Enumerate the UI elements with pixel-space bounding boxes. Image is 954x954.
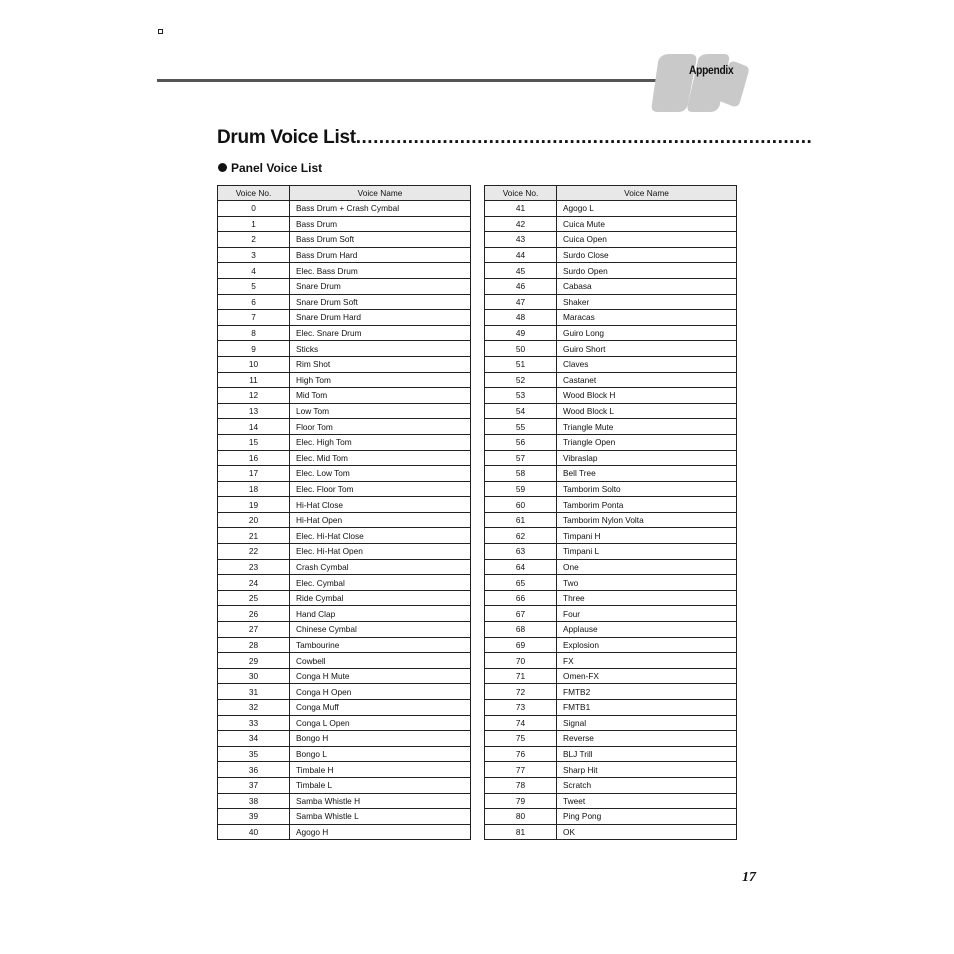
voice-number: 29: [218, 653, 290, 669]
table-row: [485, 731, 737, 747]
table-row: [218, 232, 471, 248]
voice-number: 4: [218, 263, 290, 279]
table-row: [218, 715, 471, 731]
voice-name: Bass Drum: [290, 216, 471, 232]
table-header-row: [485, 186, 737, 201]
table-row: [218, 793, 471, 809]
table-row: [218, 481, 471, 497]
voice-number: 69: [485, 637, 557, 653]
voice-name: Explosion: [557, 637, 737, 653]
voice-number: 15: [218, 434, 290, 450]
title-text: Drum Voice List: [217, 127, 356, 148]
voice-name: Low Tom: [290, 403, 471, 419]
table-row: [485, 341, 737, 357]
voice-number: 44: [485, 247, 557, 263]
table-row: [218, 622, 471, 638]
voice-number: 71: [485, 668, 557, 684]
voice-name: FMTB1: [557, 700, 737, 716]
voice-number: 74: [485, 715, 557, 731]
voice-name: Elec. Bass Drum: [290, 263, 471, 279]
table-row: [485, 622, 737, 638]
voice-name: Hand Clap: [290, 606, 471, 622]
voice-number: 23: [218, 559, 290, 575]
table-row: [485, 216, 737, 232]
voice-name: Sticks: [290, 341, 471, 357]
voice-name: Tambourine: [290, 637, 471, 653]
table-row: [485, 450, 737, 466]
voice-name: Guiro Short: [557, 341, 737, 357]
table-row: [218, 575, 471, 591]
voice-name: Four: [557, 606, 737, 622]
voice-number: 59: [485, 481, 557, 497]
voice-name: Triangle Mute: [557, 419, 737, 435]
voice-number: 50: [485, 341, 557, 357]
table-row: [218, 466, 471, 482]
table-row: [218, 528, 471, 544]
column-header-voice-name: Voice Name: [557, 186, 737, 201]
voice-number: 33: [218, 715, 290, 731]
table-row: [485, 575, 737, 591]
voice-number: 28: [218, 637, 290, 653]
table-row: [218, 637, 471, 653]
voice-number: 9: [218, 341, 290, 357]
table-row: [485, 434, 737, 450]
voice-number: 14: [218, 419, 290, 435]
voice-number: 39: [218, 809, 290, 825]
table-row: [218, 341, 471, 357]
table-row: [485, 762, 737, 778]
table-row: [218, 559, 471, 575]
voice-number: 36: [218, 762, 290, 778]
voice-number: 76: [485, 746, 557, 762]
voice-number: 73: [485, 700, 557, 716]
voice-number: 1: [218, 216, 290, 232]
table-row: [218, 606, 471, 622]
voice-name: Timbale H: [290, 762, 471, 778]
table-row: [485, 201, 737, 217]
page-title: [217, 127, 813, 151]
voice-name: Claves: [557, 356, 737, 372]
voice-number: 24: [218, 575, 290, 591]
voice-number: 46: [485, 278, 557, 294]
voice-number: 75: [485, 731, 557, 747]
table-row: [485, 637, 737, 653]
voice-number: 42: [485, 216, 557, 232]
voice-number: 12: [218, 388, 290, 404]
table-row: [485, 590, 737, 606]
table-row: [485, 746, 737, 762]
voice-name: Signal: [557, 715, 737, 731]
voice-name: Crash Cymbal: [290, 559, 471, 575]
voice-number: 13: [218, 403, 290, 419]
table-row: [485, 278, 737, 294]
table-row: [218, 388, 471, 404]
voice-number: 66: [485, 590, 557, 606]
table-row: [485, 606, 737, 622]
section-heading-text: Panel Voice List: [231, 161, 323, 175]
voice-number: 67: [485, 606, 557, 622]
voice-name: Maracas: [557, 310, 737, 326]
voice-number: 27: [218, 622, 290, 638]
table-row: [218, 746, 471, 762]
voice-number: 52: [485, 372, 557, 388]
table-row: [485, 325, 737, 341]
voice-name: Snare Drum Hard: [290, 310, 471, 326]
voice-name: Omen-FX: [557, 668, 737, 684]
voice-name: Tweet: [557, 793, 737, 809]
voice-name: OK: [557, 824, 737, 840]
voice-number: 65: [485, 575, 557, 591]
voice-name: Conga H Mute: [290, 668, 471, 684]
table-row: [485, 419, 737, 435]
voice-name: FMTB2: [557, 684, 737, 700]
voice-name: Floor Tom: [290, 419, 471, 435]
voice-name: Elec. Floor Tom: [290, 481, 471, 497]
voice-number: 45: [485, 263, 557, 279]
table-row: [485, 403, 737, 419]
voice-name: Chinese Cymbal: [290, 622, 471, 638]
voice-number: 0: [218, 201, 290, 217]
voice-name: Samba Whistle H: [290, 793, 471, 809]
voice-name: Tamborim Nylon Volta: [557, 512, 737, 528]
table-row: [485, 653, 737, 669]
table-row: [218, 497, 471, 513]
voice-name: Elec. Hi-Hat Open: [290, 544, 471, 560]
table-row: [218, 668, 471, 684]
voice-number: 55: [485, 419, 557, 435]
voice-name: Bell Tree: [557, 466, 737, 482]
voice-name: Hi-Hat Open: [290, 512, 471, 528]
voice-number: 34: [218, 731, 290, 747]
table-row: [218, 684, 471, 700]
voice-name: Wood Block H: [557, 388, 737, 404]
table-row: [218, 325, 471, 341]
voice-number: 60: [485, 497, 557, 513]
table-row: [218, 294, 471, 310]
voice-number: 3: [218, 247, 290, 263]
table-row: [218, 777, 471, 793]
table-row: [485, 497, 737, 513]
table-row: [485, 481, 737, 497]
voice-name: Cowbell: [290, 653, 471, 669]
voice-name: Timpani H: [557, 528, 737, 544]
voice-number: 79: [485, 793, 557, 809]
table-row: [218, 419, 471, 435]
table-row: [485, 793, 737, 809]
voice-number: 5: [218, 278, 290, 294]
table-row: [485, 466, 737, 482]
table-row: [485, 684, 737, 700]
table-row: [218, 278, 471, 294]
table-row: [485, 528, 737, 544]
voice-number: 43: [485, 232, 557, 248]
column-header-voice-no: Voice No.: [485, 186, 557, 201]
table-row: [218, 372, 471, 388]
table-row: [485, 809, 737, 825]
table-row: [218, 263, 471, 279]
voice-number: 41: [485, 201, 557, 217]
table-row: [218, 824, 471, 840]
voice-number: 72: [485, 684, 557, 700]
voice-name: Bongo H: [290, 731, 471, 747]
voice-number: 21: [218, 528, 290, 544]
voice-name: Conga H Open: [290, 684, 471, 700]
voice-number: 26: [218, 606, 290, 622]
voice-name: Tamborim Ponta: [557, 497, 737, 513]
table-row: [218, 403, 471, 419]
table-row: [485, 715, 737, 731]
voice-name: Castanet: [557, 372, 737, 388]
voice-table-left: [217, 185, 471, 840]
voice-number: 49: [485, 325, 557, 341]
voice-number: 7: [218, 310, 290, 326]
voice-name: Elec. Snare Drum: [290, 325, 471, 341]
voice-name: Tamborim Solto: [557, 481, 737, 497]
voice-number: 20: [218, 512, 290, 528]
voice-number: 11: [218, 372, 290, 388]
voice-number: 70: [485, 653, 557, 669]
table-row: [218, 216, 471, 232]
table-row: [218, 247, 471, 263]
voice-name: Surdo Close: [557, 247, 737, 263]
voice-number: 77: [485, 762, 557, 778]
voice-number: 62: [485, 528, 557, 544]
voice-number: 10: [218, 356, 290, 372]
voice-table-right: [484, 185, 737, 840]
table-row: [218, 356, 471, 372]
voice-name: Bass Drum + Crash Cymbal: [290, 201, 471, 217]
voice-name: Conga L Open: [290, 715, 471, 731]
voice-name: Elec. Low Tom: [290, 466, 471, 482]
table-row: [485, 310, 737, 326]
voice-number: 53: [485, 388, 557, 404]
voice-number: 16: [218, 450, 290, 466]
table-row: [218, 544, 471, 560]
table-row: [218, 590, 471, 606]
table-row: [218, 762, 471, 778]
voice-number: 78: [485, 777, 557, 793]
title-leader: ...............................................................................: [355, 127, 813, 148]
table-row: [485, 544, 737, 560]
voice-name: Sharp Hit: [557, 762, 737, 778]
voice-number: 38: [218, 793, 290, 809]
voice-number: 18: [218, 481, 290, 497]
voice-number: 48: [485, 310, 557, 326]
bullet-icon: [218, 163, 227, 172]
voice-name: Cuica Open: [557, 232, 737, 248]
table-row: [485, 247, 737, 263]
voice-name: One: [557, 559, 737, 575]
voice-number: 58: [485, 466, 557, 482]
voice-name: Guiro Long: [557, 325, 737, 341]
voice-number: 19: [218, 497, 290, 513]
voice-number: 17: [218, 466, 290, 482]
table-header-row: [218, 186, 471, 201]
voice-name: Elec. High Tom: [290, 434, 471, 450]
voice-name: Snare Drum Soft: [290, 294, 471, 310]
voice-number: 2: [218, 232, 290, 248]
voice-name: Snare Drum: [290, 278, 471, 294]
voice-name: Triangle Open: [557, 434, 737, 450]
voice-name: FX: [557, 653, 737, 669]
voice-number: 63: [485, 544, 557, 560]
voice-name: Cuica Mute: [557, 216, 737, 232]
table-row: [218, 731, 471, 747]
voice-number: 51: [485, 356, 557, 372]
voice-name: Bongo L: [290, 746, 471, 762]
voice-name: Surdo Open: [557, 263, 737, 279]
voice-number: 30: [218, 668, 290, 684]
table-row: [218, 809, 471, 825]
voice-name: Reverse: [557, 731, 737, 747]
column-header-voice-name: Voice Name: [290, 186, 471, 201]
voice-name: Timbale L: [290, 777, 471, 793]
table-row: [218, 201, 471, 217]
voice-name: Rim Shot: [290, 356, 471, 372]
voice-name: High Tom: [290, 372, 471, 388]
voice-name: Ping Pong: [557, 809, 737, 825]
table-row: [485, 294, 737, 310]
voice-number: 40: [218, 824, 290, 840]
table-row: [485, 356, 737, 372]
table-row: [218, 653, 471, 669]
voice-number: 32: [218, 700, 290, 716]
crop-mark: [158, 29, 163, 34]
voice-name: Vibraslap: [557, 450, 737, 466]
voice-number: 81: [485, 824, 557, 840]
header-rule: [157, 79, 677, 82]
voice-number: 47: [485, 294, 557, 310]
appendix-tab-graphic: [650, 52, 750, 114]
voice-name: Two: [557, 575, 737, 591]
voice-number: 22: [218, 544, 290, 560]
voice-name: Hi-Hat Close: [290, 497, 471, 513]
voice-name: Applause: [557, 622, 737, 638]
table-row: [485, 388, 737, 404]
voice-number: 35: [218, 746, 290, 762]
page-number: 17: [742, 870, 756, 885]
voice-name: Bass Drum Hard: [290, 247, 471, 263]
column-header-voice-no: Voice No.: [218, 186, 290, 201]
section-heading: [218, 161, 322, 175]
voice-number: 57: [485, 450, 557, 466]
voice-name: Conga Muff: [290, 700, 471, 716]
voice-name: Elec. Mid Tom: [290, 450, 471, 466]
voice-name: Mid Tom: [290, 388, 471, 404]
voice-name: Timpani L: [557, 544, 737, 560]
voice-number: 68: [485, 622, 557, 638]
section-label: Appendix: [689, 63, 734, 77]
table-row: [485, 824, 737, 840]
voice-number: 37: [218, 777, 290, 793]
voice-name: Shaker: [557, 294, 737, 310]
table-row: [485, 777, 737, 793]
voice-name: Scratch: [557, 777, 737, 793]
voice-name: Elec. Hi-Hat Close: [290, 528, 471, 544]
voice-name: Elec. Cymbal: [290, 575, 471, 591]
voice-number: 64: [485, 559, 557, 575]
voice-number: 61: [485, 512, 557, 528]
voice-name: Wood Block L: [557, 403, 737, 419]
voice-number: 54: [485, 403, 557, 419]
voice-number: 56: [485, 434, 557, 450]
voice-name: Ride Cymbal: [290, 590, 471, 606]
voice-name: Cabasa: [557, 278, 737, 294]
voice-number: 8: [218, 325, 290, 341]
voice-name: Agogo H: [290, 824, 471, 840]
voice-name: Three: [557, 590, 737, 606]
table-row: [485, 372, 737, 388]
table-row: [218, 700, 471, 716]
table-row: [218, 512, 471, 528]
voice-number: 80: [485, 809, 557, 825]
table-row: [485, 700, 737, 716]
voice-name: BLJ Trill: [557, 746, 737, 762]
table-row: [485, 668, 737, 684]
table-row: [485, 232, 737, 248]
voice-name: Agogo L: [557, 201, 737, 217]
table-row: [485, 263, 737, 279]
table-row: [218, 450, 471, 466]
voice-name: Bass Drum Soft: [290, 232, 471, 248]
table-row: [485, 512, 737, 528]
voice-number: 6: [218, 294, 290, 310]
voice-number: 25: [218, 590, 290, 606]
voice-name: Samba Whistle L: [290, 809, 471, 825]
voice-number: 31: [218, 684, 290, 700]
table-row: [218, 434, 471, 450]
table-row: [218, 310, 471, 326]
table-row: [485, 559, 737, 575]
